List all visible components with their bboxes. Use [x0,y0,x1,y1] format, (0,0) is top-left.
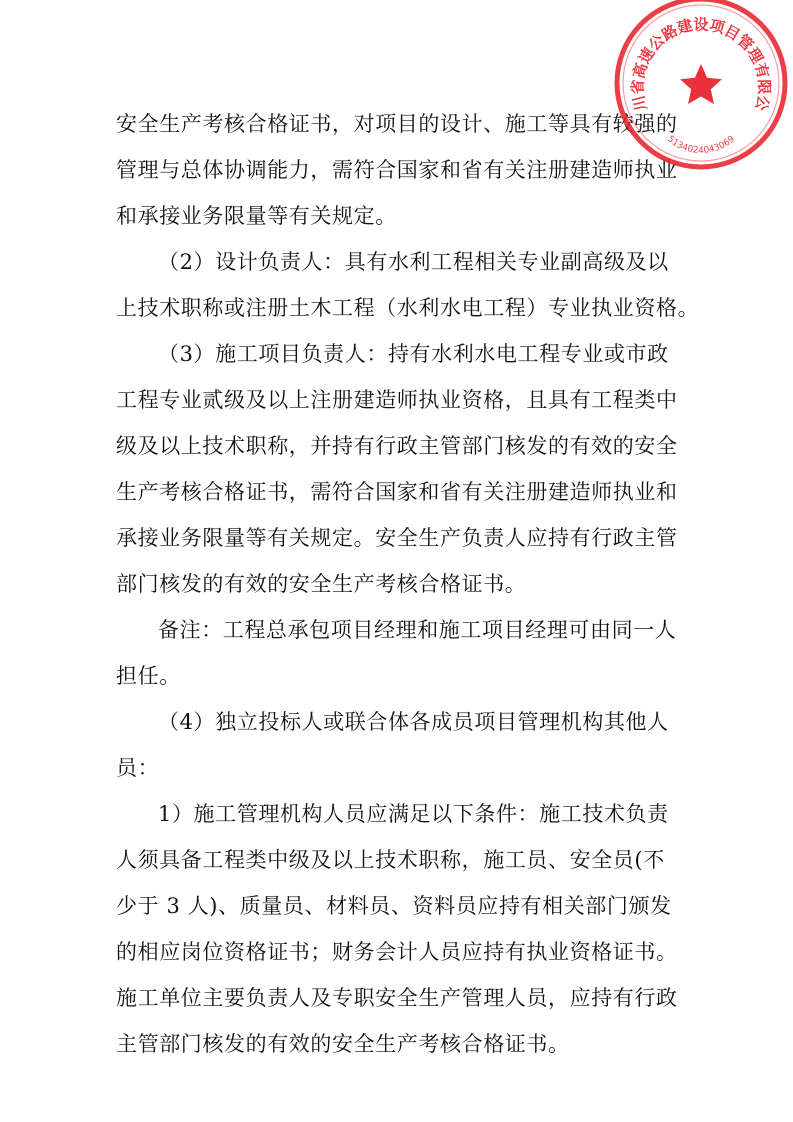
text-line: 上技术职称或注册土木工程（水利水电工程）专业执业资格。 [116,296,700,320]
company-seal [612,0,790,172]
text-line: 备注：工程总承包项目经理和施工项目经理可由同一人 [158,618,677,642]
text-line: 安全生产考核合格证书，对项目的设计、施工等具有较强的 [116,112,678,136]
text-line: 施工单位主要负责人及专职安全生产管理人员，应持有行政 [116,986,678,1010]
star-icon [680,64,722,104]
text-line: 承接业务限量等有关规定。安全生产负责人应持有行政主管 [116,526,678,550]
text-line: （2）设计负责人：具有水利工程相关专业副高级及以 [158,250,669,274]
text-line: 员： [116,756,160,780]
text-line: 工程专业贰级及以上注册建造师执业资格，且具有工程类中 [116,388,678,412]
text-line: 级及以上技术职称，并持有行政主管部门核发的有效的安全 [116,434,678,458]
seal-text: 川省高速公路建设项目管理有限公 [628,15,774,113]
text-line: 少于 3 人)、质量员、材料员、资料员应持有相关部门颁发 [116,894,672,918]
text-line: （3）施工项目负责人：持有水利水电工程专业或市政 [158,342,669,366]
text-line: 担任。 [116,664,181,688]
text-line: 的相应岗位资格证书；财务会计人员应持有执业资格证书。 [116,940,678,964]
text-line: 主管部门核发的有效的安全生产考核合格证书。 [116,1032,570,1056]
text-line: 和承接业务限量等有关规定。 [116,204,397,228]
seal-number: 5134024043069 [665,134,737,156]
text-line: 部门核发的有效的安全生产考核合格证书。 [116,572,527,596]
text-line: 1）施工管理机构人员应满足以下条件：施工技术负责 [158,802,669,826]
text-line: 生产考核合格证书，需符合国家和省有关注册建造师执业和 [116,480,678,504]
text-line: 管理与总体协调能力，需符合国家和省有关注册建造师执业 [116,158,678,182]
text-line: 人须具备工程类中级及以上技术职称，施工员、安全员(不 [116,848,665,872]
text-line: （4）独立投标人或联合体各成员项目管理机构其他人 [158,710,669,734]
